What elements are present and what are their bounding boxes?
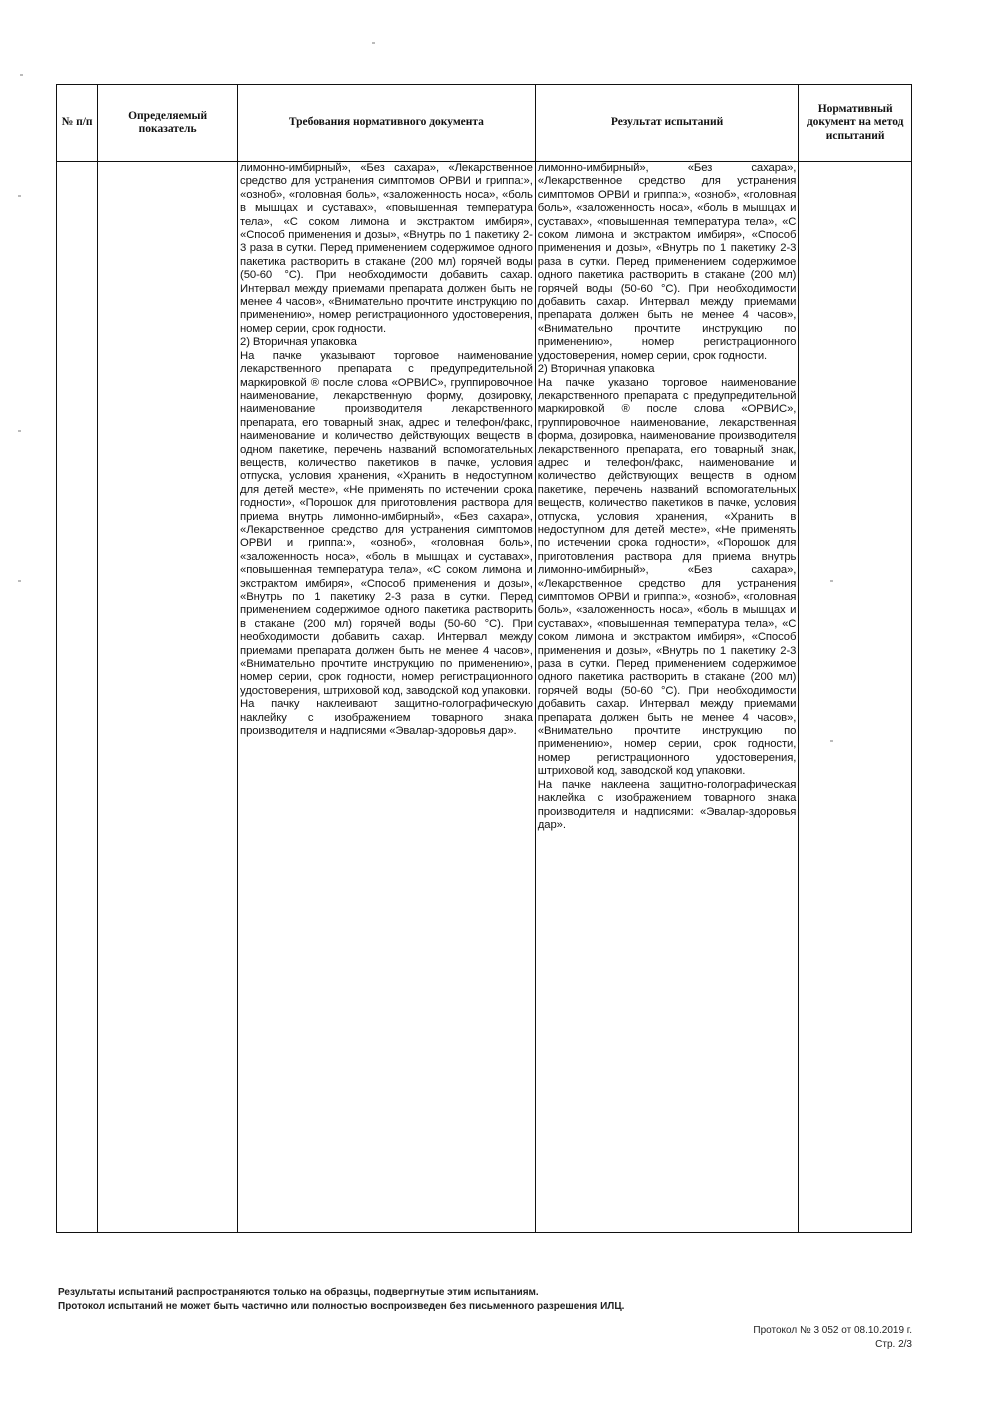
- protocol-number: Протокол № 3 052 от 08.10.2019 г.: [753, 1325, 912, 1336]
- cell-requirements: [238, 162, 536, 1233]
- table-header-row: [57, 85, 912, 162]
- scan-speck: [830, 740, 833, 742]
- header-number: № п/п: [57, 85, 98, 162]
- requirements-text: лимонно-имбирный», «Без сахара», «Лекарственное средство для устранения симптомов ОРВИ и гриппа:», «озноб», «головная боль», «заложенность носа», «боль в мышцах и суставах», «повышенная температура тела», «С соком лимона и экстрактом имбиря», «Способ применения и дозы», «Внутрь по 1 пакетику 2-3 раза в сутки. Перед применением содержимое одного пакетика растворить в стакане (200 мл) горячей воды (50-60 °С). При необходимости добавить сахар. Интервал между приемами препарата должен быть не менее 4 часов», «Внимательно прочтите инструкцию по применению», номер регистрационного удостоверения, номер серии, срок годности.: [240, 162, 533, 335]
- cell-method: [799, 162, 912, 1233]
- result-text: лимонно-имбирный», «Без сахара», «Лекарственное средство для устранения симптомов ОРВИ и гриппа:», «озноб», «головная боль», «заложенность носа», «боль в мышцах и суставах», «повышенная температура тела», «С соком лимона и экстрактом имбиря», «Способ применения и дозы», «Внутрь по 1 пакетику 2-3 раза в сутки. Перед применением содержимое одного пакетика растворить в стакане (200 мл) горячей воды (50-60 °С). При необходимости добавить сахар. Интервал между приемами препарата должен быть не менее 4 часов», «Внимательно прочтите инструкцию по применению», номер регистрационного удостоверения, номер серии, срок годности.: [537, 162, 797, 362]
- scan-speck: [20, 74, 23, 76]
- requirements-sticker: На пачку наклеивают защитно-голографическую наклейку с изображением товарного знака производителя и надписями «Эвалар-здоровья дар».: [240, 698, 533, 738]
- page-number: Стр. 2/3: [875, 1339, 912, 1350]
- scan-speck: [830, 580, 833, 582]
- scan-speck: [372, 42, 375, 44]
- scan-speck: [18, 195, 21, 197]
- header-method: Нормативный документ на метод испытаний: [799, 85, 912, 162]
- scan-speck: [18, 430, 21, 432]
- protocol-info: [753, 1324, 912, 1352]
- cell-indicator: [98, 162, 238, 1233]
- footer-note-scope: Результаты испытаний распространяются только на образцы, подвергнутые этим испытаниям.: [58, 1287, 539, 1298]
- cell-number: [57, 162, 98, 1233]
- result-sticker: На пачке наклеена защитно-голографическая наклейка с изображением товарного знака производителя и надписями: «Эвалар-здоровья дар».: [537, 778, 797, 831]
- requirements-section-title: 2) Вторичная упаковка: [240, 336, 357, 349]
- cell-result: [535, 162, 799, 1233]
- footer-note-reproduction: Протокол испытаний не может быть частично или полностью воспроизведен без письменного разрешения ИЛЦ.: [58, 1301, 625, 1312]
- header-result: Результат испытаний: [535, 85, 799, 162]
- scan-speck: [18, 580, 21, 582]
- header-requirements: Требования нормативного документа: [238, 85, 536, 162]
- test-results-table: [56, 84, 912, 1233]
- table-row: [57, 162, 912, 1233]
- header-indicator: Определяемый показатель: [98, 85, 238, 162]
- result-section-title: 2) Вторичная упаковка: [537, 363, 655, 376]
- requirements-section-text: На пачке указывают торговое наименование лекарственного препарата с предупредительной маркировкой ® после слова «ОРВИС», группировочное наименование, лекарственную форму, дозировку, наименование производителя лекарственного препарата, его товарный знак, адрес и телефон/факс, наименование и количество действующих веществ в одном пакетике, перечень названий вспомогательных веществ, количество пакетиков в пачке, условия отпуска, условия хранения, «Хранить в недоступном для детей месте», «Не применять по истечении срока годности», «Порошок для приготовления раствора для приема внутрь лимонно-имбирный», «Без сахара», «Лекарственное средство для устранения симптомов ОРВИ и гриппа:», «озноб», «головная боль», «заложенность носа», «боль в мышцах и суставах», «повышенная температура тела», «С соком лимона и экстрактом имбиря», «Способ применения и дозы», «Внутрь по 1 пакетику 2-3 раза в сутки. Перед применением содержимое одного пакетика растворить в стакане (200 мл) горячей воды (50-60 °С). При необходимости добавить сахар. Интервал между приемами препарата должен быть не менее 4 часов», «Внимательно прочтите инструкцию по применению», номер серии, срок годности, номер регистрационного удостоверения, штриховой код, заводской код упаковки.: [240, 349, 533, 697]
- result-section-text: На пачке указано торговое наименование лекарственного препарата с предупредительной маркировкой ® после слова «ОРВИС», группировочное наименование, лекарственная форма, дозировка, наименование производителя лекарственного препарата, его товарный знак, адрес и телефон/факс, наименование и количество действующих веществ в одном пакетике, перечень названий вспомогательных веществ, количество пакетиков в пачке, условия отпуска, условия хранения, «Хранить в недоступном для детей месте», «Не применять по истечении срока годности», «Порошок для приготовления раствора для приема внутрь лимонно-имбирный», «Без сахара», «Лекарственное средство для устранения симптомов ОРВИ и гриппа:», «озноб», «головная боль», «заложенность носа», «боль в мышцах и суставах», «повышенная температура тела», «С соком лимона и экстрактом имбиря», «Способ применения и дозы», «Внутрь по 1 пакетику 2-3 раза в сутки. Перед применением содержимое одного пакетика растворить в стакане (200 мл) горячей воды (50-60 °С). При необходимости добавить сахар. Интервал между приемами препарата должен быть не менее 4 часов», «Внимательно прочтите инструкцию по применению», номер серии, срок годности, номер регистрационного удостоверения, штриховой код, заводской код упаковки.: [537, 376, 797, 778]
